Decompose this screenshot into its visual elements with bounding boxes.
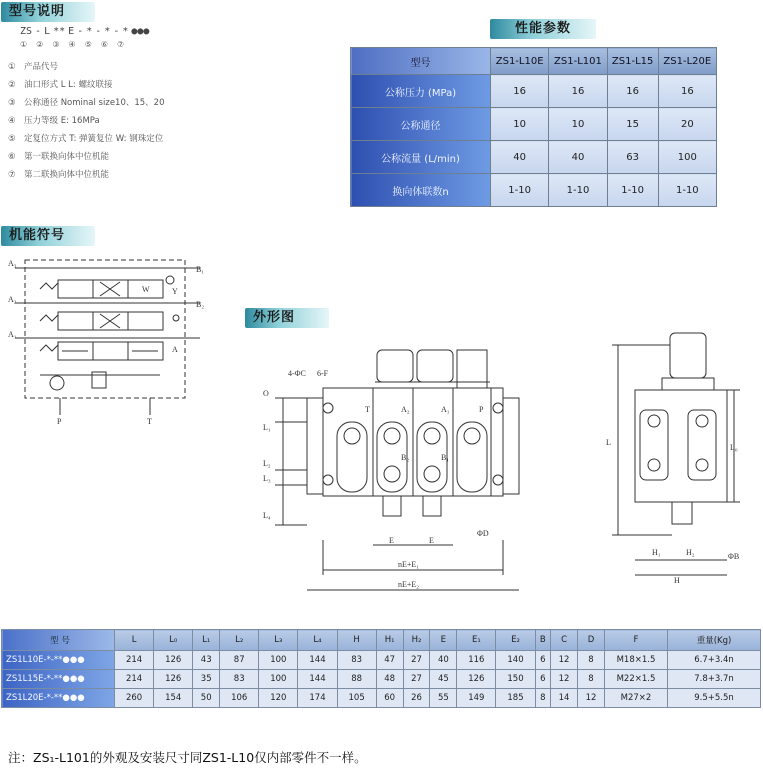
- header-cell: 型 号: [2, 630, 115, 651]
- table-cell: 88: [337, 670, 376, 689]
- table-cell: 40: [430, 651, 457, 670]
- label-ne1: nE+E₁: [398, 560, 420, 569]
- header-cell: E₁: [457, 630, 496, 651]
- label-p-port: P: [479, 405, 484, 414]
- header-cell: C: [551, 630, 578, 651]
- table-cell: 43: [193, 651, 220, 670]
- header-cell: L: [115, 630, 154, 651]
- note-item: ⑥ 第一联换向体中位机能: [8, 152, 110, 162]
- table-cell: 185: [496, 689, 535, 708]
- table-cell: 10: [549, 108, 607, 141]
- model-code-part: -: [113, 26, 120, 37]
- header-cell: E: [430, 630, 457, 651]
- table-row: [2, 670, 761, 689]
- label-o: O: [263, 389, 269, 398]
- table-cell: 1-10: [658, 174, 716, 207]
- model-code-index-item: ③: [52, 40, 60, 49]
- label-a2-port: A₂: [401, 405, 410, 414]
- label-w: W: [142, 285, 150, 294]
- header-cell: D: [577, 630, 604, 651]
- header-cell: L₂: [220, 630, 259, 651]
- model-code-index-item: ⑥: [100, 40, 109, 49]
- label-f-port: 6-F: [317, 369, 329, 378]
- table-cell: 144: [298, 670, 337, 689]
- row-label: ZS1L10E-*-**●●●: [2, 651, 115, 670]
- header-cell: ZS1-L101: [549, 48, 607, 75]
- label-a1-port: A₁: [441, 405, 450, 414]
- table-row: [351, 174, 717, 207]
- model-code-index-item: ⑦: [117, 40, 125, 49]
- label-phi-b: ΦB: [728, 552, 740, 561]
- header-cell: B: [535, 630, 551, 651]
- table-cell: 7.8+3.7n: [668, 670, 761, 689]
- table-cell: 16: [658, 75, 716, 108]
- header-cell: H₁: [376, 630, 403, 651]
- label-l3: L₃: [263, 474, 271, 483]
- header-cell: 型号: [351, 48, 491, 75]
- table-row: [351, 75, 717, 108]
- table-row: [351, 141, 717, 174]
- note-item: ① 产品代号: [8, 62, 59, 72]
- table-cell: 48: [376, 670, 403, 689]
- row-label: 换向体联数n: [351, 174, 491, 207]
- table-cell: 16: [549, 75, 607, 108]
- table-cell: 16: [491, 75, 549, 108]
- label-a: A: [172, 345, 178, 354]
- label-ne2: nE+E₂: [398, 580, 420, 589]
- table-cell: 106: [220, 689, 259, 708]
- row-label: ZS1L20E-*-**●●●: [2, 689, 115, 708]
- model-code-part: *: [104, 26, 111, 37]
- table-cell: 20: [658, 108, 716, 141]
- table-cell: M22×1.5: [605, 670, 668, 689]
- table-header-row: [351, 48, 717, 75]
- table-cell: 260: [115, 689, 154, 708]
- table-cell: 120: [259, 689, 298, 708]
- table-cell: 50: [193, 689, 220, 708]
- table-cell: 40: [491, 141, 549, 174]
- table-cell: M27×2: [605, 689, 668, 708]
- model-code-part: *: [122, 26, 129, 37]
- header-cell: L₁: [193, 630, 220, 651]
- table-cell: 144: [298, 651, 337, 670]
- hydraulic-symbol-diagram: [0, 250, 215, 425]
- label-a3: A₃: [8, 259, 17, 268]
- label-y: Y: [172, 287, 178, 296]
- header-cell: ZS1-L15: [607, 48, 658, 75]
- label-h1: H₁: [652, 548, 661, 557]
- table-cell: 214: [115, 670, 154, 689]
- label-phi-d: ΦD: [477, 529, 489, 538]
- table-row: [2, 689, 761, 708]
- table-cell: 26: [403, 689, 430, 708]
- model-code: [20, 26, 152, 37]
- header-cell: 重量(Kg): [668, 630, 761, 651]
- table-cell: M18×1.5: [605, 651, 668, 670]
- header-cell: E₂: [496, 630, 535, 651]
- table-cell: 12: [551, 651, 578, 670]
- table-cell: 214: [115, 651, 154, 670]
- table-cell: 45: [430, 670, 457, 689]
- table-cell: 8: [577, 651, 604, 670]
- section-title-performance: 性能参数: [490, 19, 596, 39]
- model-code-index-item: ②: [36, 40, 44, 49]
- model-code-index-item: ④: [68, 40, 76, 49]
- header-cell: ZS1-L10E: [491, 48, 549, 75]
- table-cell: 1-10: [607, 174, 658, 207]
- table-cell: 47: [376, 651, 403, 670]
- header-cell: L₀: [154, 630, 193, 651]
- table-cell: 27: [403, 670, 430, 689]
- label-t: T: [147, 417, 152, 425]
- label-l2: L₂: [263, 459, 271, 468]
- row-label: ZS1L15E-*-**●●●: [2, 670, 115, 689]
- table-cell: 116: [457, 651, 496, 670]
- table-cell: 126: [457, 670, 496, 689]
- table-cell: 100: [658, 141, 716, 174]
- performance-table: [350, 47, 717, 207]
- table-cell: 6.7+3.4n: [668, 651, 761, 670]
- header-cell: F: [605, 630, 668, 651]
- table-cell: 16: [607, 75, 658, 108]
- table-cell: 126: [154, 670, 193, 689]
- label-l: L: [606, 438, 611, 447]
- table-cell: 8: [577, 670, 604, 689]
- header-cell: L₃: [259, 630, 298, 651]
- table-cell: 40: [549, 141, 607, 174]
- dimension-table: [1, 629, 761, 708]
- outline-side-view: [600, 325, 750, 585]
- model-code-part: ●●●: [131, 26, 150, 37]
- table-cell: 174: [298, 689, 337, 708]
- label-a1: A₁: [8, 330, 17, 339]
- table-cell: 149: [457, 689, 496, 708]
- table-row: [351, 108, 717, 141]
- note-item: ⑤ 定复位方式 T: 弹簧复位 W: 钢珠定位: [8, 134, 164, 144]
- row-label: 公称压力 (MPa): [351, 75, 491, 108]
- model-code-part: -: [35, 26, 42, 37]
- note-item: ② 油口形式 L L: 螺纹联接: [8, 80, 113, 90]
- section-title-symbol: 机能符号: [1, 226, 95, 246]
- model-code-part: E: [68, 26, 75, 37]
- table-cell: 35: [193, 670, 220, 689]
- table-cell: 10: [491, 108, 549, 141]
- table-cell: 87: [220, 651, 259, 670]
- table-cell: 154: [154, 689, 193, 708]
- label-b2-port: B₂: [401, 453, 410, 462]
- table-cell: 100: [259, 670, 298, 689]
- table-cell: 150: [496, 670, 535, 689]
- label-p: P: [57, 417, 62, 425]
- model-notes: [8, 58, 165, 184]
- model-code-index: [20, 40, 133, 49]
- label-t-port: T: [365, 405, 370, 414]
- section-title-outline: 外形图: [245, 308, 329, 328]
- table-cell: 100: [259, 651, 298, 670]
- model-code-index-item: ①: [20, 40, 28, 49]
- label-e1: E: [389, 536, 394, 545]
- table-cell: 9.5+5.5n: [668, 689, 761, 708]
- label-b1-port: B₁: [441, 453, 450, 462]
- row-label: 公称通径: [351, 108, 491, 141]
- label-c-hole: 4-ΦC: [288, 369, 306, 378]
- table-cell: 60: [376, 689, 403, 708]
- label-b2: B₂: [196, 300, 205, 309]
- table-cell: 8: [535, 689, 551, 708]
- model-code-part: ZS: [20, 26, 33, 37]
- label-l1: L₁: [263, 423, 271, 432]
- table-cell: 27: [403, 651, 430, 670]
- model-code-part: L: [44, 26, 51, 37]
- label-h2: H₂: [686, 548, 695, 557]
- table-cell: 15: [607, 108, 658, 141]
- table-cell: 1-10: [549, 174, 607, 207]
- label-a2: A₂: [8, 295, 17, 304]
- table-cell: 63: [607, 141, 658, 174]
- table-cell: 6: [535, 651, 551, 670]
- table-cell: 83: [337, 651, 376, 670]
- note-item: ⑦ 第二联换向体中位机能: [8, 170, 110, 180]
- label-l0: L₀: [730, 443, 738, 452]
- model-code-part: *: [86, 26, 93, 37]
- header-cell: L₄: [298, 630, 337, 651]
- model-code-part: -: [77, 26, 84, 37]
- table-cell: 55: [430, 689, 457, 708]
- table-cell: 83: [220, 670, 259, 689]
- footnote: 注：ZS₁-L101的外观及安装尺寸同ZS1-L10仅内部零件不一样。: [8, 750, 367, 765]
- table-cell: 1-10: [491, 174, 549, 207]
- table-cell: 6: [535, 670, 551, 689]
- table-cell: 12: [577, 689, 604, 708]
- note-item: ④ 压力等级 E: 16MPa: [8, 116, 100, 126]
- model-code-index-item: ⑤: [84, 40, 92, 49]
- table-cell: 126: [154, 651, 193, 670]
- label-h: H: [674, 576, 680, 585]
- label-b1: B₁: [196, 265, 205, 274]
- table-row: [2, 651, 761, 670]
- header-cell: H: [337, 630, 376, 651]
- model-code-part: -: [95, 26, 102, 37]
- section-title-model-desc: 型号说明: [1, 2, 95, 22]
- table-header-row: [2, 630, 761, 651]
- row-label: 公称流量 (L/min): [351, 141, 491, 174]
- outline-front-view: [255, 340, 550, 600]
- header-cell: ZS1-L20E: [658, 48, 716, 75]
- table-cell: 140: [496, 651, 535, 670]
- table-cell: 105: [337, 689, 376, 708]
- model-code-part: **: [53, 26, 66, 37]
- note-item: ③ 公称通径 Nominal size10、15、20: [8, 98, 165, 108]
- label-l4: L₄: [263, 511, 271, 520]
- label-e2: E: [429, 536, 434, 545]
- header-cell: H₂: [403, 630, 430, 651]
- table-cell: 12: [551, 670, 578, 689]
- table-cell: 14: [551, 689, 578, 708]
